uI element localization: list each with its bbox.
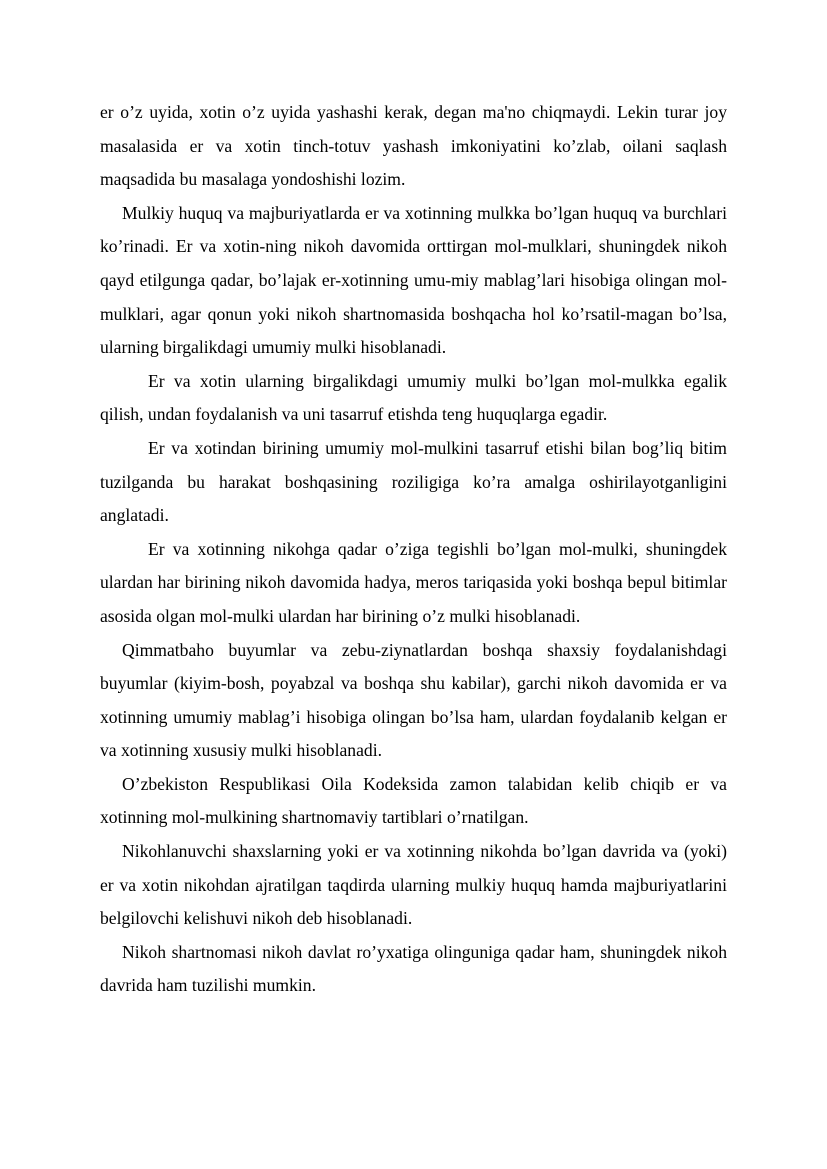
document-page xyxy=(100,96,727,1003)
paragraph: O’zbekiston Respublikasi Oila Kodeksida zamon talabidan kelib chiqib er va xotinning mol-mulkining shartnomaviy tartiblari o’rnatilgan. xyxy=(100,773,727,828)
paragraph: Mulkiy huquq va majburiyatlarda er va xotinning mulkka bo’lgan huquq va burchlari ko’rinadi. Er va xotin-ning nikoh davomida orttirgan mol-mulklari, shuningdek nikoh qayd etilgunga qadar, bo’lajak er-xotinning umu-miy mablag’lari hisobiga olingan mol-mulklari, agar qonun yoki nikoh shartnomasida boshqacha hol ko’rsatil-magan bo’lsa, ularning birgalikdagi umumiy mulki hisoblanadi. xyxy=(100,202,727,358)
paragraph: Nikohlanuvchi shaxslarning yoki er va xotinning nikohda bo’lgan davrida va (yoki) er va xotin nikohdan ajratilgan taqdirda ularning mulkiy huquq hamda majburiyatlarini belgilovchi kelishuvi nikoh deb hisoblanadi. xyxy=(100,841,727,929)
paragraph: Er va xotin ularning birgalikdagi umumiy mulki bo’lgan mol-mulkka egalik qilish, undan foydalanish va uni tasarruf etishda teng huquqlarga egadir. xyxy=(100,370,727,425)
paragraph: er o’z uyida, xotin o’z uyida yashashi kerak, degan ma'no chiqmaydi. Lekin turar joy masalasida er va xotin tinch-totuv yashash imkoniyatini ko’zlab, oilani saqlash maqsadida bu masalaga yondoshishi lozim. xyxy=(100,102,727,190)
paragraph: Er va xotinning nikohga qadar o’ziga tegishli bo’lgan mol-mulki, shuningdek ulardan har birining nikoh davomida hadya, meros tariqasida yoki boshqa bepul bitimlar asosida olgan mol-mulki ulardan har birining o’z mulki hisoblanadi. xyxy=(100,538,727,626)
paragraph: Nikoh shartnomasi nikoh davlat ro’yxatiga olinguniga qadar ham, shuningdek nikoh davrida ham tuzilishi mumkin. xyxy=(100,941,727,996)
paragraph: Qimmatbaho buyumlar va zebu-ziynatlardan boshqa shaxsiy foydalanishdagi buyumlar (kiyim-bosh, poyabzal va boshqa shu kabilar), garchi nikoh davomida er va xotinning umumiy mablag’i hisobiga olingan bo’lsa ham, ulardan foydalanib kelgan er va xotinning xususiy mulki hisoblanadi. xyxy=(100,639,727,761)
paragraph: Er va xotindan birining umumiy mol-mulkini tasarruf etishi bilan bog’liq bitim tuzilganda bu harakat boshqasining roziligiga ko’ra amalga oshirilayotganligini anglatadi. xyxy=(100,437,727,526)
